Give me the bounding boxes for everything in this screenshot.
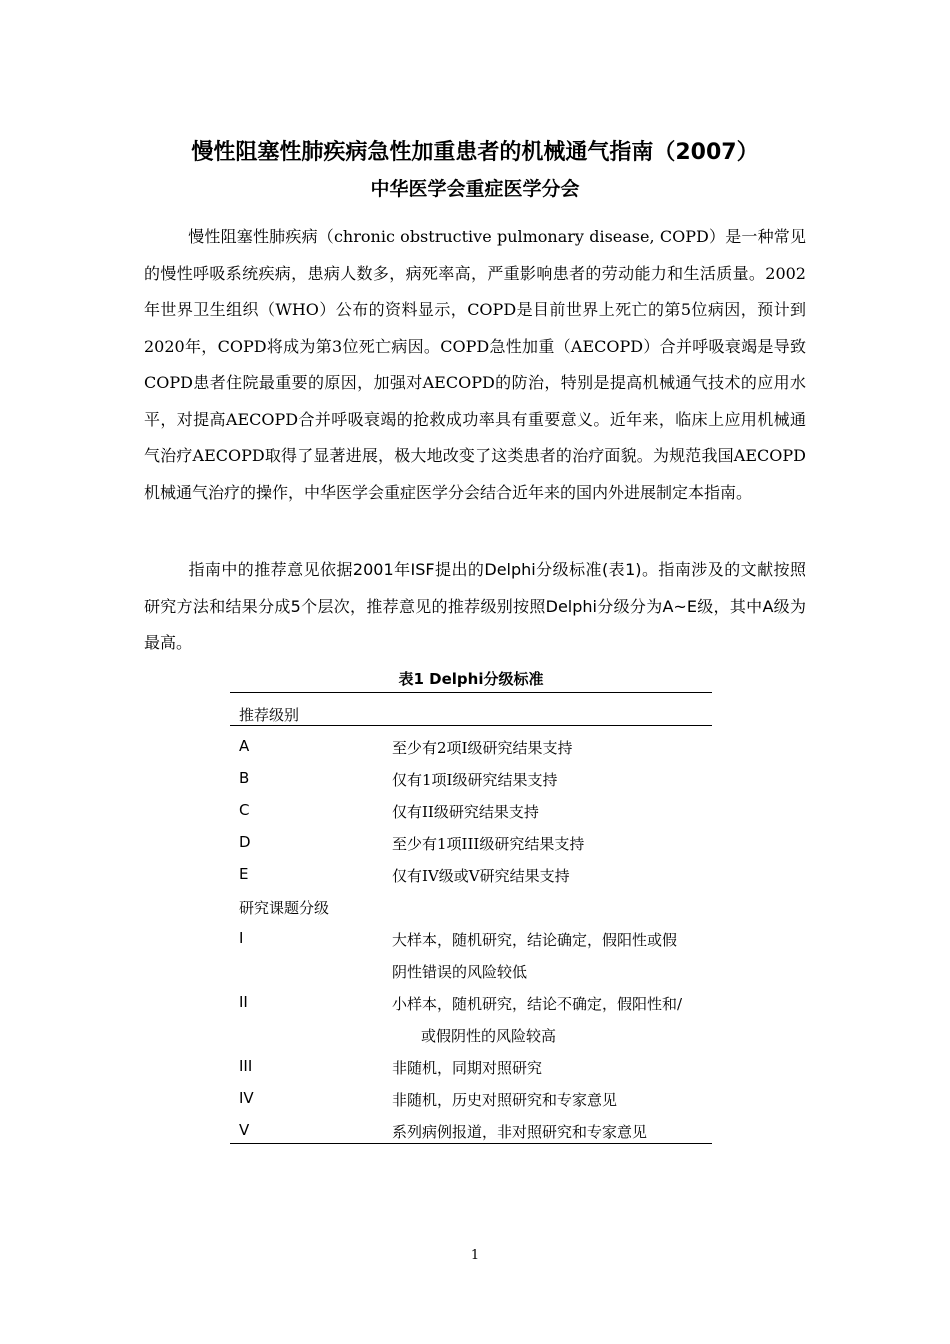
intro-paragraph bbox=[144, 219, 806, 511]
grade-cell: D bbox=[239, 833, 251, 851]
grade-desc: 至少有2项I级研究结果支持 bbox=[392, 739, 573, 757]
grading-paragraph-text: 指南中的推荐意见依据2001年ISF提出的Delphi分级标准(表1)。指南涉及的文献按照研究方法和结果分成5个层次，推荐意见的推荐级别按照Delphi分级分为A~E级，其中A级为最高。 bbox=[144, 560, 806, 652]
grade-cell: E bbox=[239, 865, 249, 883]
grade-cell: B bbox=[239, 769, 250, 787]
level-cell: III bbox=[239, 1057, 253, 1075]
table-top-rule bbox=[230, 692, 712, 693]
grade-desc: 至少有1项III级研究结果支持 bbox=[392, 835, 585, 853]
table-bottom-rule bbox=[230, 1143, 712, 1144]
level-cell: II bbox=[239, 993, 248, 1011]
document-title: 慢性阻塞性肺疾病急性加重患者的机械通气指南（2007） bbox=[191, 140, 759, 165]
page-number: 1 bbox=[470, 1248, 480, 1263]
table-header: 推荐级别 bbox=[239, 706, 300, 724]
level-desc: 非随机，同期对照研究 bbox=[392, 1059, 543, 1077]
level-desc: 系列病例报道，非对照研究和专家意见 bbox=[392, 1123, 648, 1141]
table-header-rule bbox=[230, 725, 712, 726]
level-cell: V bbox=[239, 1121, 250, 1139]
grade-desc: 仅有IV级或V研究结果支持 bbox=[392, 867, 570, 885]
level-desc-cont: 阴性错误的风险较低 bbox=[392, 963, 528, 981]
grade-cell: C bbox=[239, 801, 250, 819]
grading-paragraph bbox=[144, 552, 806, 662]
level-desc: 小样本，随机研究，结论不确定，假阳性和/ bbox=[392, 995, 683, 1013]
grade-desc: 仅有1项I级研究结果支持 bbox=[392, 771, 558, 789]
level-cell: I bbox=[239, 929, 244, 947]
level-desc: 非随机，历史对照研究和专家意见 bbox=[392, 1091, 618, 1109]
intro-paragraph-text: 慢性阻塞性肺疾病（chronic obstructive pulmonary disease, COPD）是一种常见的慢性呼吸系统疾病，患病人数多，病死率高，严重影响患者的劳动能力和生活质量。2002年世界卫生组织（WHO）公布的资料显示，COPD是目前世界上死亡的第5位病因，预计到2020年，COPD将成为第3位死亡病因。COPD急性加重（AECOPD）合并呼吸衰竭是导致COPD患者住院最重要的原因，加强对AECOPD的防治，特别是提高机械通气技术的应用水平，对提高AECOPD合并呼吸衰竭的抢救成功率具有重要意义。近年来，临床上应用机械通气治疗AECOPD取得了显著进展，极大地改变了这类患者的治疗面貌。为规范我国AECOPD机械通气治疗的操作，中华医学会重症医学分会结合近年来的国内外进展制定本指南。 bbox=[144, 227, 806, 502]
table-caption: 表1 Delphi分级标准 bbox=[398, 670, 544, 688]
level-cell: IV bbox=[239, 1089, 254, 1107]
table-section-label: 研究课题分级 bbox=[239, 899, 330, 917]
level-desc: 大样本，随机研究，结论确定，假阳性或假 bbox=[392, 931, 678, 949]
document-subtitle: 中华医学会重症医学分会 bbox=[370, 178, 580, 200]
grade-cell: A bbox=[239, 737, 250, 755]
grade-desc: 仅有II级研究结果支持 bbox=[392, 803, 539, 821]
level-desc-cont: 或假阴性的风险较高 bbox=[421, 1027, 557, 1045]
